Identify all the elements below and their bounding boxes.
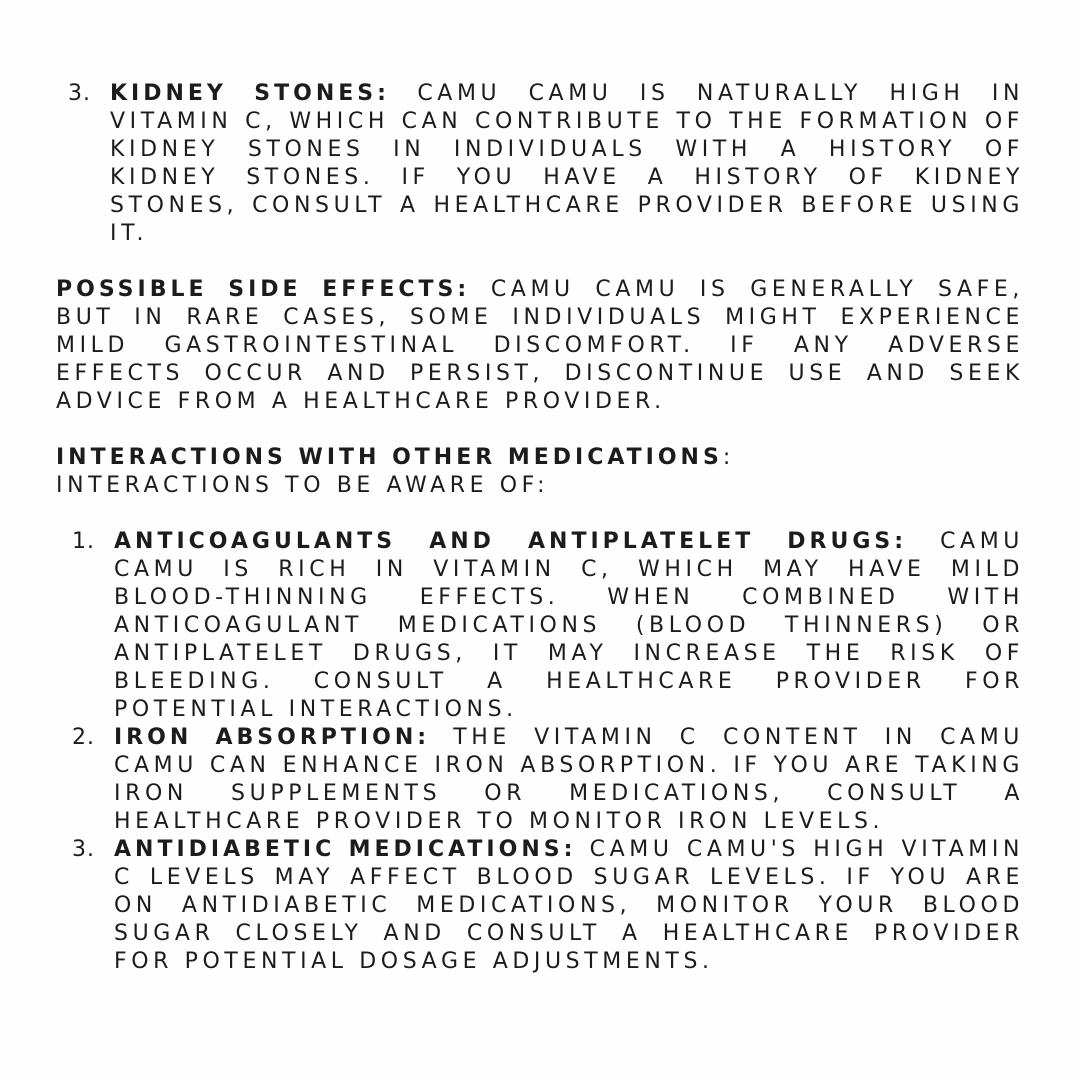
item-text: THE VITAMIN C CONTENT IN CAMU CAMU CAN ENHANCE IRON ABSORPTION. IF YOU ARE TAKING IRON SUPPLEMENTS OR MEDICATIONS, CONSULT A HEALTHCARE PROVIDER TO MONITOR IRON LEVELS. xyxy=(114,725,1024,834)
side-effects-text: CAMU CAMU IS GENERALLY SAFE, BUT IN RARE CASES, SOME INDIVIDUALS MIGHT EXPERIENCE MILD GASTROINTESTINAL DISCOMFORT. IF ANY ADVERSE EFFECTS OCCUR AND PERSIST, DISCONTINUE USE AND SEEK ADVICE FROM A HEALTHCARE PROVIDER. xyxy=(56,277,1025,414)
item-text: CAMU CAMU'S HIGH VITAMIN C LEVELS MAY AFFECT BLOOD SUGAR LEVELS. IF YOU ARE ON ANTIDIABETIC MEDICATIONS, MONITOR YOUR BLOOD SUGAR CLOSELY AND CONSULT A HEALTHCARE PROVIDER FOR POTENTIAL DOSAGE ADJUSTMENTS. xyxy=(114,837,1025,974)
side-effects-paragraph xyxy=(56,276,1024,416)
item-heading: ANTICOAGULANTS AND ANTIPLATELET DRUGS: xyxy=(114,529,908,554)
list-item-kidney-stones xyxy=(68,80,1024,248)
item-text: CAMU CAMU IS RICH IN VITAMIN C, WHICH MAY HAVE MILD BLOOD-THINNING EFFECTS. WHEN COMBINED WITH ANTICOAGULANT MEDICATIONS (BLOOD THINNERS) OR ANTIPLATELET DRUGS, IT MAY INCREASE THE RISK OF BLEEDING. CONSULT A HEALTHCARE PROVIDER FOR POTENTIAL INTERACTIONS. xyxy=(114,529,1024,722)
list-number: 3. xyxy=(68,81,91,106)
interactions-intro: INTERACTIONS TO BE AWARE OF: xyxy=(56,473,550,498)
interactions-heading-line xyxy=(56,444,1024,472)
list-item-anticoagulants xyxy=(72,528,1024,724)
interactions-list xyxy=(72,528,1024,976)
list-number: 1. xyxy=(72,529,95,554)
item-heading: ANTIDIABETIC MEDICATIONS: xyxy=(114,837,577,862)
list-item-iron-absorption xyxy=(72,724,1024,836)
kidney-heading: KIDNEY STONES: xyxy=(110,81,390,106)
interactions-heading: INTERACTIONS WITH OTHER MEDICATIONS xyxy=(56,445,723,470)
kidney-list xyxy=(68,80,1024,248)
kidney-text: CAMU CAMU IS NATURALLY HIGH IN VITAMIN C, WHICH CAN CONTRIBUTE TO THE FORMATION OF KIDNEY STONES IN INDIVIDUALS WITH A HISTORY OF KIDNEY STONES. IF YOU HAVE A HISTORY OF KIDNEY STONES, CONSULT A HEALTHCARE PROVIDER BEFORE USING IT. xyxy=(110,81,1025,246)
side-effects-heading: POSSIBLE SIDE EFFECTS: xyxy=(56,277,471,302)
interactions-colon: : xyxy=(722,445,735,470)
item-heading: IRON ABSORPTION: xyxy=(114,725,431,750)
list-item-antidiabetic xyxy=(72,836,1024,976)
list-number: 2. xyxy=(72,725,95,750)
list-number: 3. xyxy=(72,837,95,862)
